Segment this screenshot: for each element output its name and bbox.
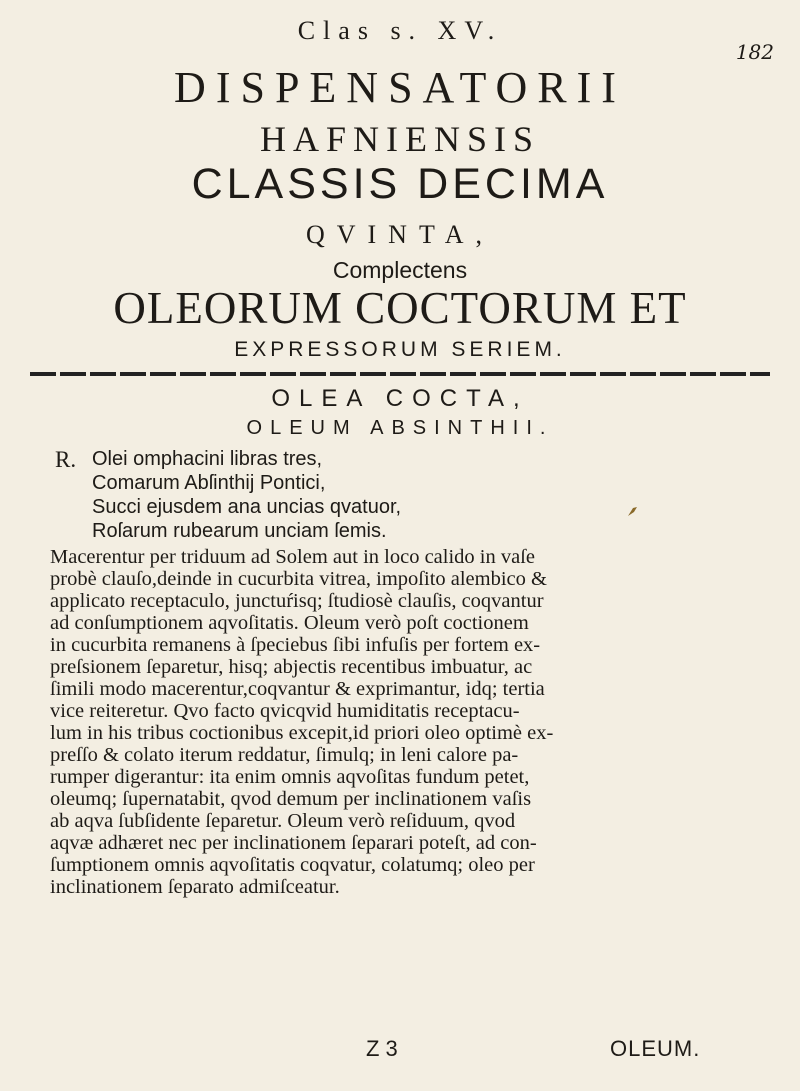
recipe-line: Comarum Abſinthij Pontici, [92,472,326,494]
title-line-hafniensis: HAFNIENSIS [259,119,541,159]
title-line-oleorum: OLEORUM COCTORUM ET [113,283,687,333]
title-line-expressorum: EXPRESSORUM SERIEM. [234,338,566,361]
catchword: OLEUM. [610,1036,701,1061]
section-heading: OLEA COCTA, [271,385,529,412]
body-line: ab aqva ſubſidente ſeparetur. Oleum verò reſiduum, qvod [50,810,516,832]
body-line: preſsionem ſeparetur, hisq; abjectis recentibus imbuatur, ac [50,656,533,678]
body-line: ſimili modo macerentur,coqvantur & exprimantur, idq; tertia [50,678,545,700]
body-line: preſſo & colato iterum reddatur, ſimulq; in leni calore pa- [50,744,519,766]
title-line-qvinta: QVINTA, [305,220,495,249]
title-line-classis: CLASSIS DECIMA [191,160,609,208]
title-line-complectens: Complectens [332,257,468,283]
recipe-symbol: R. [55,447,77,472]
body-line: lum in his tribus coctionibus excepit,id priori oleo optimè ex- [50,722,554,744]
body-line: applicato receptaculo, junctuŕisq; ſtudiosè clauſis, coqvantur [50,590,544,612]
recipe-line: Olei omphacini libras tres, [92,448,323,470]
body-line: oleumq; ſupernatabit, qvod demum per inclinationem vaſis [50,788,532,810]
body-line: ſumptionem omnis aqvoſitatis coqvatur, colatumq; oleo per [50,854,535,876]
recipe-line: Succi ejusdem ana uncias qvatuor, [92,496,402,518]
running-head: Clas s. XV. [297,16,503,45]
recipe-line: Roſarum rubearum unciam ſemis. [92,520,387,542]
body-line: inclinationem ſeparato admiſceatur. [50,876,340,898]
dashed-rule-divider [30,372,770,376]
title-line-dispensatorii: DISPENSATORII [174,63,626,112]
ink-mark-icon [627,506,638,517]
signature-mark: Z 3 [366,1036,398,1061]
body-line: Macerentur per triduum ad Solem aut in loco calido in vaſe [50,546,536,568]
section-subheading: OLEUM ABSINTHII. [246,417,554,439]
body-line: in cucurbita remanens à ſpeciebus ſibi infuſis per fortem ex- [50,634,541,656]
body-line: probè clauſo,deinde in cucurbita vitrea, impoſito alembico & [50,568,547,590]
body-line: ad conſumptionem aqvoſitatis. Oleum verò poſt coctionem [50,612,529,634]
page-number: 182 [735,40,774,64]
body-line: vice reiteretur. Qvo facto qvicqvid humiditatis receptacu- [50,700,520,722]
body-line: rumper digerantur: ita enim omnis aqvoſitas fundum petet, [50,766,530,788]
body-line: aqvæ adhæret nec per inclinationem ſeparari poteſt, ad con- [50,832,537,854]
